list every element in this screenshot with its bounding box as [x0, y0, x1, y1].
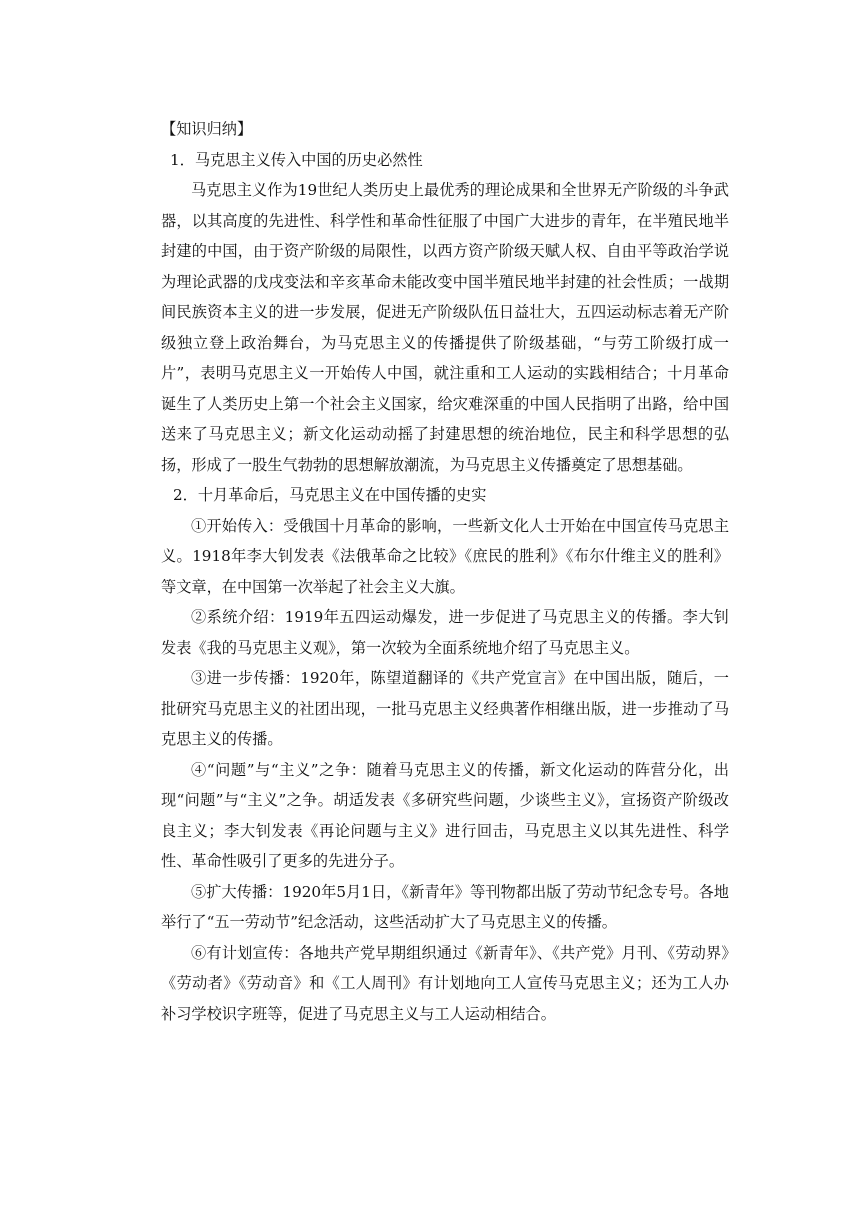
section-1-paragraph: 马克思主义作为19世纪人类历史上最优秀的理论成果和全世界无产阶级的斗争武器，以其高度的先进性、科学性和革命性征服了中国广大进步的青年，在半殖民地半封建的中国，由于资产阶级的局限性，以西方资产阶级天赋人权、自由平等政治学说为理论武器的戊戌变法和辛亥革命未能改变中国半殖民地半封建的社会性质；一战期间民族资本主义的进一步发展，促进无产阶级队伍日益壮大，五四运动标志着无产阶级独立登上政治舞台，为马克思主义的传播提供了阶级基础，“与劳工阶级打成一片”，表明马克思主义一开始传人中国，就注重和工人运动的实践相结合；十月革命诞生了人类历史上第一个社会主义国家，给灾难深重的中国人民指明了出路，给中国送来了马克思主义；新文化运动动摇了封建思想的统治地位，民主和科学思想的弘扬，形成了一股生气勃勃的思想解放潮流，为马克思主义传播奠定了思想基础。 — [161, 181, 729, 474]
section-2-title: 2．十月革命后，马克思主义在中国传播的史实 — [173, 486, 487, 504]
section-2-item-6: ⑥有计划宣传：各地共产党早期组织通过《新青年》、《共产党》月刊、《劳动界》《劳动者》《劳动音》和《工人周刊》有计划地向工人宣传马克思主义；还为工人办补习学校识字班等，促进了马克思主义与工人运动相结合。 — [161, 943, 729, 1023]
section-2-item-2: ②系统介绍：1919年五四运动爆发，进一步促进了马克思主义的传播。李大钊发表《我的马克思主义观》，第一次较为全面系统地介绍了马克思主义。 — [161, 608, 729, 657]
knowledge-summary-heading: 【知识归纳】 — [161, 120, 253, 138]
section-1-title: 1．马克思主义传入中国的历史必然性 — [170, 150, 423, 169]
section-2-item-4: ④“问题”与“主义”之争：随着马克思主义的传播，新文化运动的阵营分化，出现“问题”与“主义”之争。胡适发表《多研究些问题，少谈些主义》，宣扬资产阶级改良主义；李大钊发表《再论问题与主义》进行回击，马克思主义以其先进性、科学性、革命性吸引了更多的先进分子。 — [161, 760, 729, 870]
section-2-item-5: ⑤扩大传播：1920年5月1日，《新青年》等刊物都出版了劳动节纪念专号。各地举行了“五一劳动节”纪念活动，这些活动扩大了马克思主义的传播。 — [161, 882, 729, 931]
document-body — [161, 114, 729, 1029]
section-2-item-1: ①开始传入：受俄国十月革命的影响，一些新文化人士开始在中国宣传马克思主义。1918年李大钊发表《法俄革命之比较》《庶民的胜利》《布尔什维主义的胜利》等文章，在中国第一次举起了社会主义大旗。 — [161, 516, 729, 596]
section-2-item-3: ③进一步传播：1920年，陈望道翻译的《共产党宣言》在中国出版，随后，一批研究马克思主义的社团出现，一批马克思主义经典著作相继出版，进一步推动了马克思主义的传播。 — [161, 669, 729, 748]
